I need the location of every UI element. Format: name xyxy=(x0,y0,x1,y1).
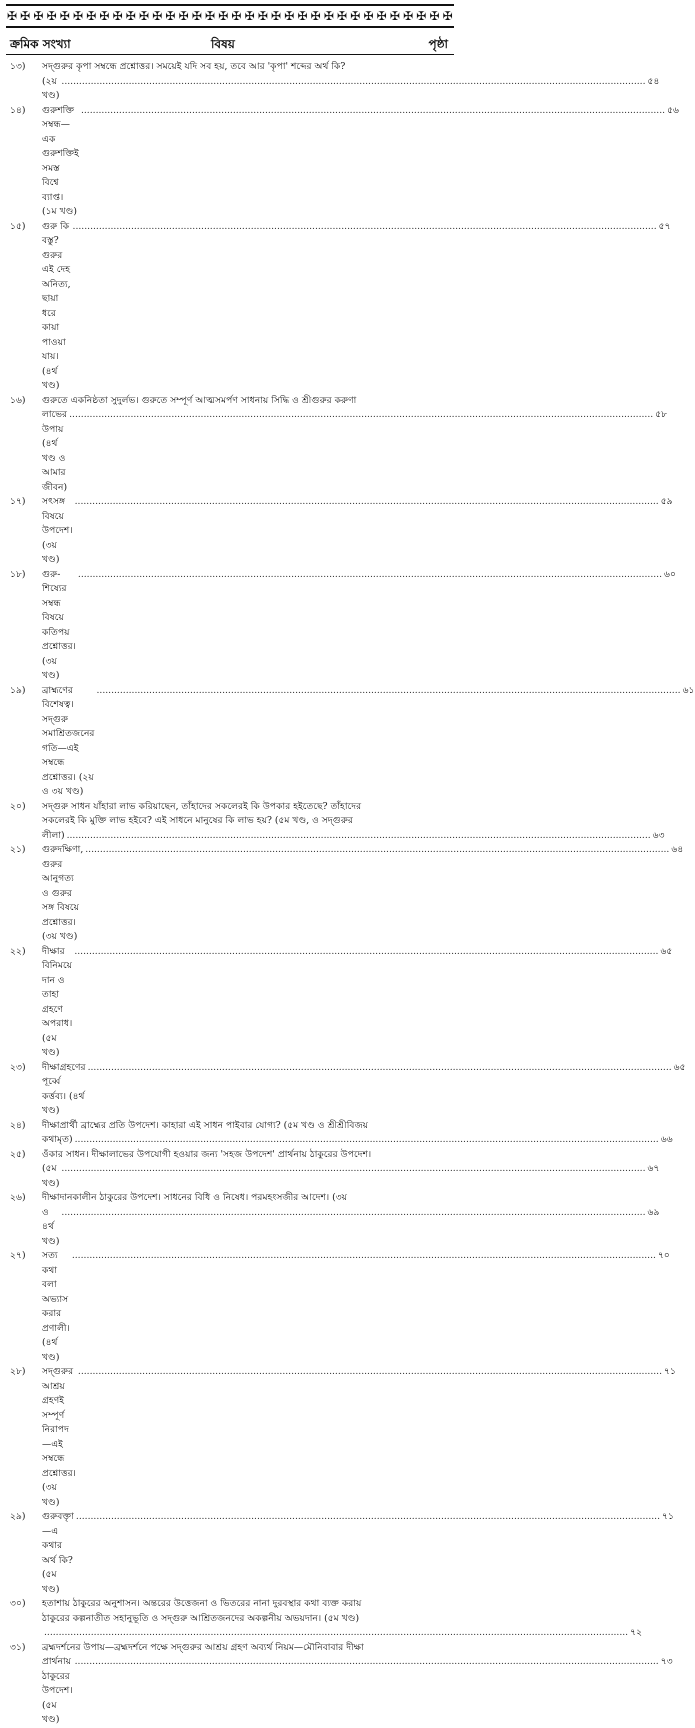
header-serial: ক্রমিক সংখ্যা xyxy=(10,37,71,51)
entry-line: ব্রাহ্মণের বিশেষত্ব। সদ্গুরু সমাশ্রিতজনের গতি—এই সম্বন্ধে প্রশ্নোত্তর। (২য় ও ৩য় খণ্ড) xyxy=(42,684,95,797)
entry-number: ৩১) xyxy=(10,1641,26,1653)
toc-entry xyxy=(6,1365,676,1510)
page-number: ৬৭ xyxy=(647,1163,660,1174)
entry-line: (৫ম খণ্ড) xyxy=(42,1163,60,1189)
toc-entry xyxy=(6,568,676,684)
entry-last-line xyxy=(42,495,673,568)
border-ornament: ✠ xyxy=(271,9,282,23)
border-ornament: ✠ xyxy=(416,9,427,23)
entry-last-line xyxy=(42,684,695,800)
leader-dots: ........................................................................................................................................................................................................ xyxy=(61,75,646,87)
entry-last-line xyxy=(42,1133,673,1148)
page-number: ৭০ xyxy=(657,1250,670,1261)
entry-line: লীলা) xyxy=(42,829,65,841)
header-subject: বিষয় xyxy=(211,37,235,51)
entry-last-line xyxy=(42,1365,676,1510)
border-ornament: ✠ xyxy=(152,9,163,23)
border-ornament: ✠ xyxy=(33,9,44,23)
entry-last-line xyxy=(42,104,679,220)
border-ornament: ✠ xyxy=(205,9,216,23)
entry-text xyxy=(42,684,695,800)
page-number: ৫৯ xyxy=(660,496,673,507)
entry-number: ২০) xyxy=(10,800,26,812)
toc-entry xyxy=(6,800,665,844)
entry-number: ১৩) xyxy=(10,61,26,72)
border-ornament: ✠ xyxy=(297,9,308,23)
page-number: ৫৪ xyxy=(647,75,660,87)
entry-text xyxy=(42,1597,643,1641)
entry-number: ২৬) xyxy=(10,1192,26,1203)
leader-dots: ........................................................................................................................................................................................................ xyxy=(74,1656,659,1667)
border-ornament: ✠ xyxy=(337,9,348,23)
entry-line: গুরুবক্তৃা—এ কথার অর্থ কি? (৫ম খণ্ড) xyxy=(42,1511,74,1595)
entry-text xyxy=(42,1249,670,1365)
toc-entry xyxy=(6,220,671,394)
entry-last-line xyxy=(42,568,676,684)
entry-line: দীক্ষাপ্রার্থী ব্রাহ্মের প্রতি উপদেশ। কাহারা এই সাধন পাইবার যোগ্য? (৫ম খণ্ড ও শ্রীশ্রীবিজয় xyxy=(42,1119,369,1131)
border-ornament: ✠ xyxy=(72,9,84,23)
border-ornament: ✠ xyxy=(403,9,414,23)
entry-line: সদ্গুরুর আশ্রয় গ্রহণই সম্পূর্ণ নিরাপদ—এই সম্বন্ধে প্রশ্নোত্তর। (৩য় খণ্ড) xyxy=(42,1366,76,1508)
leader-dots: ........................................................................................................................................................................................................ xyxy=(96,684,681,696)
entry-line: গুরু কি বস্তু? গুরুর এই দেহ অনিত্য, ছায়া ধরে কায়া পাওয়া যায়। (৪র্থ খণ্ড) xyxy=(42,220,71,391)
toc-entry xyxy=(6,684,695,800)
border-ornament: ✠ xyxy=(218,9,229,23)
entry-number: ২৮) xyxy=(10,1366,26,1377)
leader-dots: ........................................................................................................................................................................................................ xyxy=(74,945,659,957)
border-ornament: ✠ xyxy=(257,9,268,23)
leader-dots: ........................................................................................................................................................................................................ xyxy=(72,220,657,232)
entry-line: দীক্ষার বিনিময়ে দান ও তাহা গ্রহণে অপরাধ। (৫ম খণ্ড) xyxy=(42,945,73,1058)
entry-last-line xyxy=(42,1162,660,1191)
border-ornament: ✠ xyxy=(165,9,176,23)
border-ornament: ✠ xyxy=(178,9,189,23)
page-number: ৫৮ xyxy=(655,409,668,420)
entry-line: সদ্গুরুর কৃপা সম্বন্ধে প্রশ্নোত্তর। সময়েই যদি সব হয়, তবে আর 'কৃপা' শব্দের অর্থ কি? xyxy=(42,61,346,72)
entry-text xyxy=(42,394,668,496)
leader-dots: ........................................................................................................................................................................................................ xyxy=(77,1366,662,1377)
entry-line: (২য় খণ্ড) xyxy=(42,75,60,101)
leader-dots: ........................................................................................................................................................................................................ xyxy=(44,1627,629,1638)
border-ornament: ✠ xyxy=(442,9,453,23)
page-number: ৭১ xyxy=(662,1511,674,1522)
entry-text xyxy=(42,800,665,844)
leader-dots: ........................................................................................................................................................................................................ xyxy=(66,829,651,841)
entry-line: গুরুদক্ষিণা, গুরুর আনুগত্য ও গুরুর সঙ্গ বিষয়ে প্রশ্নোত্তর। (৩য় খণ্ড) xyxy=(42,844,84,942)
page-number: ৬৪ xyxy=(671,844,684,855)
toc-entry xyxy=(6,843,684,945)
entry-number: ১৬) xyxy=(10,394,26,406)
entry-last-line xyxy=(42,220,671,394)
entry-text xyxy=(42,945,673,1061)
border-ornament: ✠ xyxy=(99,9,110,23)
page-number: ৬৯ xyxy=(647,1206,660,1218)
border-ornament: ✠ xyxy=(350,9,361,23)
entry-last-line xyxy=(42,408,668,495)
entry-line: গুরু-শিষ্যের সম্বন্ধ বিষয়ে কতিপয় প্রশ্নোত্তর। (৩য় খণ্ড) xyxy=(42,568,76,681)
leader-dots: ........................................................................................................................................................................................................ xyxy=(87,1061,672,1073)
entry-last-line xyxy=(42,1206,660,1250)
border-ornament: ✠ xyxy=(139,9,150,23)
border-ornament: ✠ xyxy=(125,9,136,23)
entry-number: ২৩) xyxy=(10,1061,26,1073)
toc-entry xyxy=(6,1119,673,1148)
entry-line: গুরুতে একনিষ্ঠতা সুদুর্লভ। গুরুতে সম্পূর্ণ আত্মসমর্পণ সাধনায় সিদ্ধি ও শ্রীগুরুর করুণা xyxy=(42,394,357,406)
border-ornament: ✠ xyxy=(191,9,202,23)
entry-line: সকলেরই কি মুক্তি লাভ হইবে? এই সাধনে মানুষের কি লাভ হয়? (৫ম খণ্ড, ও সদ্গুরুর xyxy=(42,815,353,826)
entry-line: দীক্ষাগ্রহণের পূর্ব্বে কর্ত্তব্য। (৪র্থ খণ্ড) xyxy=(42,1061,86,1116)
entry-number: ২৯) xyxy=(10,1511,26,1522)
entry-text xyxy=(42,1641,673,1728)
page-number: ৬৩ xyxy=(652,829,665,841)
leader-dots: ........................................................................................................................................................................................................ xyxy=(61,1163,646,1174)
entry-last-line xyxy=(42,1061,686,1119)
leader-dots: ........................................................................................................................................................................................................ xyxy=(69,409,654,420)
entry-last-line xyxy=(42,75,660,104)
leader-dots: ........................................................................................................................................................................................................ xyxy=(85,844,670,855)
border-ornament: ✠ xyxy=(376,9,387,23)
border-ornament: ✠ xyxy=(20,9,31,23)
page-number: ৬৫ xyxy=(660,945,673,957)
border-ornament: ✠ xyxy=(6,9,18,23)
entry-last-line xyxy=(42,945,673,1061)
border-ornament: ✠ xyxy=(231,9,242,23)
leader-dots: ........................................................................................................................................................................................................ xyxy=(74,496,659,507)
page-number: ৬০ xyxy=(664,568,676,580)
entry-text xyxy=(42,1119,673,1148)
entry-number: ২৫) xyxy=(10,1148,26,1160)
entry-number: ২২) xyxy=(10,945,26,957)
header-page: পৃষ্ঠা xyxy=(428,37,448,51)
entry-line: প্রার্থনায় ঠাকুরের উপদেশ। (৫ম খণ্ড) xyxy=(42,1656,73,1725)
entry-number: ২১) xyxy=(10,844,26,855)
border-ornament: ✠ xyxy=(284,9,295,23)
entry-line: হতাশায় ঠাকুরের অনুশাসন। অন্তরের উত্তেজনা ও ভিতরের নানা দুরবস্থার কথা ব্যক্ত করায় xyxy=(42,1598,362,1609)
entry-text xyxy=(42,60,660,104)
entry-last-line xyxy=(42,829,665,844)
border-ornament: ✠ xyxy=(59,9,70,23)
toc-entry xyxy=(6,1510,674,1597)
page-number: ৭২ xyxy=(630,1627,643,1638)
entry-text xyxy=(42,220,671,394)
toc-entries xyxy=(6,60,695,1728)
leader-dots: ........................................................................................................................................................................................................ xyxy=(80,104,666,116)
toc-entry xyxy=(6,1641,673,1728)
entry-number: ৩০) xyxy=(10,1598,26,1609)
table-header xyxy=(6,32,454,55)
entry-line: সদ্গুরু সাধন যাঁহারা লাভ করিয়াছেন, তাঁহাদের সকলেরই কি উপকার হইতেছে? তাঁহাদের xyxy=(42,800,362,812)
page-number: ৭৩ xyxy=(660,1656,673,1667)
entry-text xyxy=(42,843,684,945)
entry-number: ১৪) xyxy=(10,104,26,116)
page-number: ৬৬ xyxy=(660,1134,673,1145)
entry-line: দীক্ষাদানকালীন ঠাকুরের উপদেশ। সাধনের বিধি ও নিষেধ। পরমহংসজীর আদেশ। (৩য় xyxy=(42,1192,348,1203)
entry-line: ঠাকুরের কল্পনাতীত সহানুভূতি ও সদ্গুরু আশ্রিতজনদের অকল্পনীয় অভয়দান। (৫ম খণ্ড) xyxy=(42,1612,360,1624)
entry-line: কথামৃত) xyxy=(42,1134,73,1145)
decorative-border xyxy=(6,4,454,28)
entry-number: ১৯) xyxy=(10,684,26,696)
entry-text xyxy=(42,104,679,220)
entry-text xyxy=(42,568,676,684)
entry-line: ব্রহ্মদর্শনের উপায়—ব্রহ্মদর্শনে পক্ষে সদ্গুরুর আশ্রয় গ্রহণ অব্যর্থ নিয়ম—মৌনিবাবার দীক্ষা xyxy=(42,1641,364,1653)
entry-line: সত্য কথা বলা অভ্যাস করার প্রণালী। (৪র্থ খণ্ড) xyxy=(42,1250,70,1363)
border-ornament: ✠ xyxy=(323,9,334,23)
leader-dots: ........................................................................................................................................................................................................ xyxy=(75,1511,660,1522)
entry-last-line xyxy=(42,1626,643,1641)
toc-entry xyxy=(6,945,673,1061)
leader-dots: ........................................................................................................................................................................................................ xyxy=(71,1250,656,1261)
entry-last-line xyxy=(42,1510,674,1597)
entry-last-line xyxy=(42,843,684,945)
entry-text xyxy=(42,1061,686,1119)
entry-number: ২৪) xyxy=(10,1119,26,1131)
entry-text xyxy=(42,1191,660,1249)
leader-dots: ........................................................................................................................................................................................................ xyxy=(61,1206,646,1218)
entry-text xyxy=(42,1510,674,1597)
border-ornament: ✠ xyxy=(310,9,321,23)
border-ornament: ✠ xyxy=(363,9,374,23)
entry-number: ১৭) xyxy=(10,496,26,507)
entry-text xyxy=(42,495,673,568)
toc-entry xyxy=(6,1061,686,1119)
toc-entry xyxy=(6,394,668,496)
page-number: ৫৭ xyxy=(658,220,671,232)
entry-number: ১৫) xyxy=(10,220,26,232)
toc-entry xyxy=(6,1148,660,1192)
border-ornament: ✠ xyxy=(46,9,57,23)
toc-entry xyxy=(6,1249,670,1365)
toc-entry xyxy=(6,104,679,220)
border-ornament: ✠ xyxy=(86,9,97,23)
entry-line: লাভের উপায় (৪র্থ খণ্ড ও আমার জীবন) xyxy=(42,409,68,493)
entry-line: ও ৪র্থ খণ্ড) xyxy=(42,1206,60,1247)
page-number: ৬১ xyxy=(682,684,695,696)
page-number: ৬৫ xyxy=(673,1061,686,1073)
leader-dots: ........................................................................................................................................................................................................ xyxy=(74,1134,659,1145)
border-ornament: ✠ xyxy=(112,9,123,23)
border-ornament: ✠ xyxy=(389,9,400,23)
border-ornament: ✠ xyxy=(429,9,440,23)
entry-last-line xyxy=(42,1655,673,1728)
entry-text xyxy=(42,1365,676,1510)
entry-number: ২৭) xyxy=(10,1250,26,1261)
entry-line: গুরুশক্তি সম্বন্ধ—এক গুরুশক্তিই সমস্ত বিশ্বে ব্যাপ্ত। (১ম খণ্ড) xyxy=(42,104,79,217)
leader-dots: ........................................................................................................................................................................................................ xyxy=(77,568,662,580)
entry-line: সৎসঙ্গ বিষয়ে উপদেশ। (৩য় খণ্ড) xyxy=(42,496,73,565)
entry-text xyxy=(42,1148,660,1192)
border-ornament: ✠ xyxy=(244,9,255,23)
entry-number: ১৮) xyxy=(10,568,26,580)
toc-entry xyxy=(6,1597,643,1641)
entry-line: ওঁকার সাধন। দীক্ষালাভের উপযোগী হওয়ার জন্য 'সহজ উপদেশ' প্রার্থনায় ঠাকুরের উপদেশ। xyxy=(42,1148,372,1160)
page-number: ৫৬ xyxy=(667,104,679,116)
toc-entry xyxy=(6,495,673,568)
entry-last-line xyxy=(42,1249,670,1365)
page-number: ৭১ xyxy=(664,1366,676,1377)
toc-entry xyxy=(6,60,660,104)
toc-entry xyxy=(6,1191,660,1249)
